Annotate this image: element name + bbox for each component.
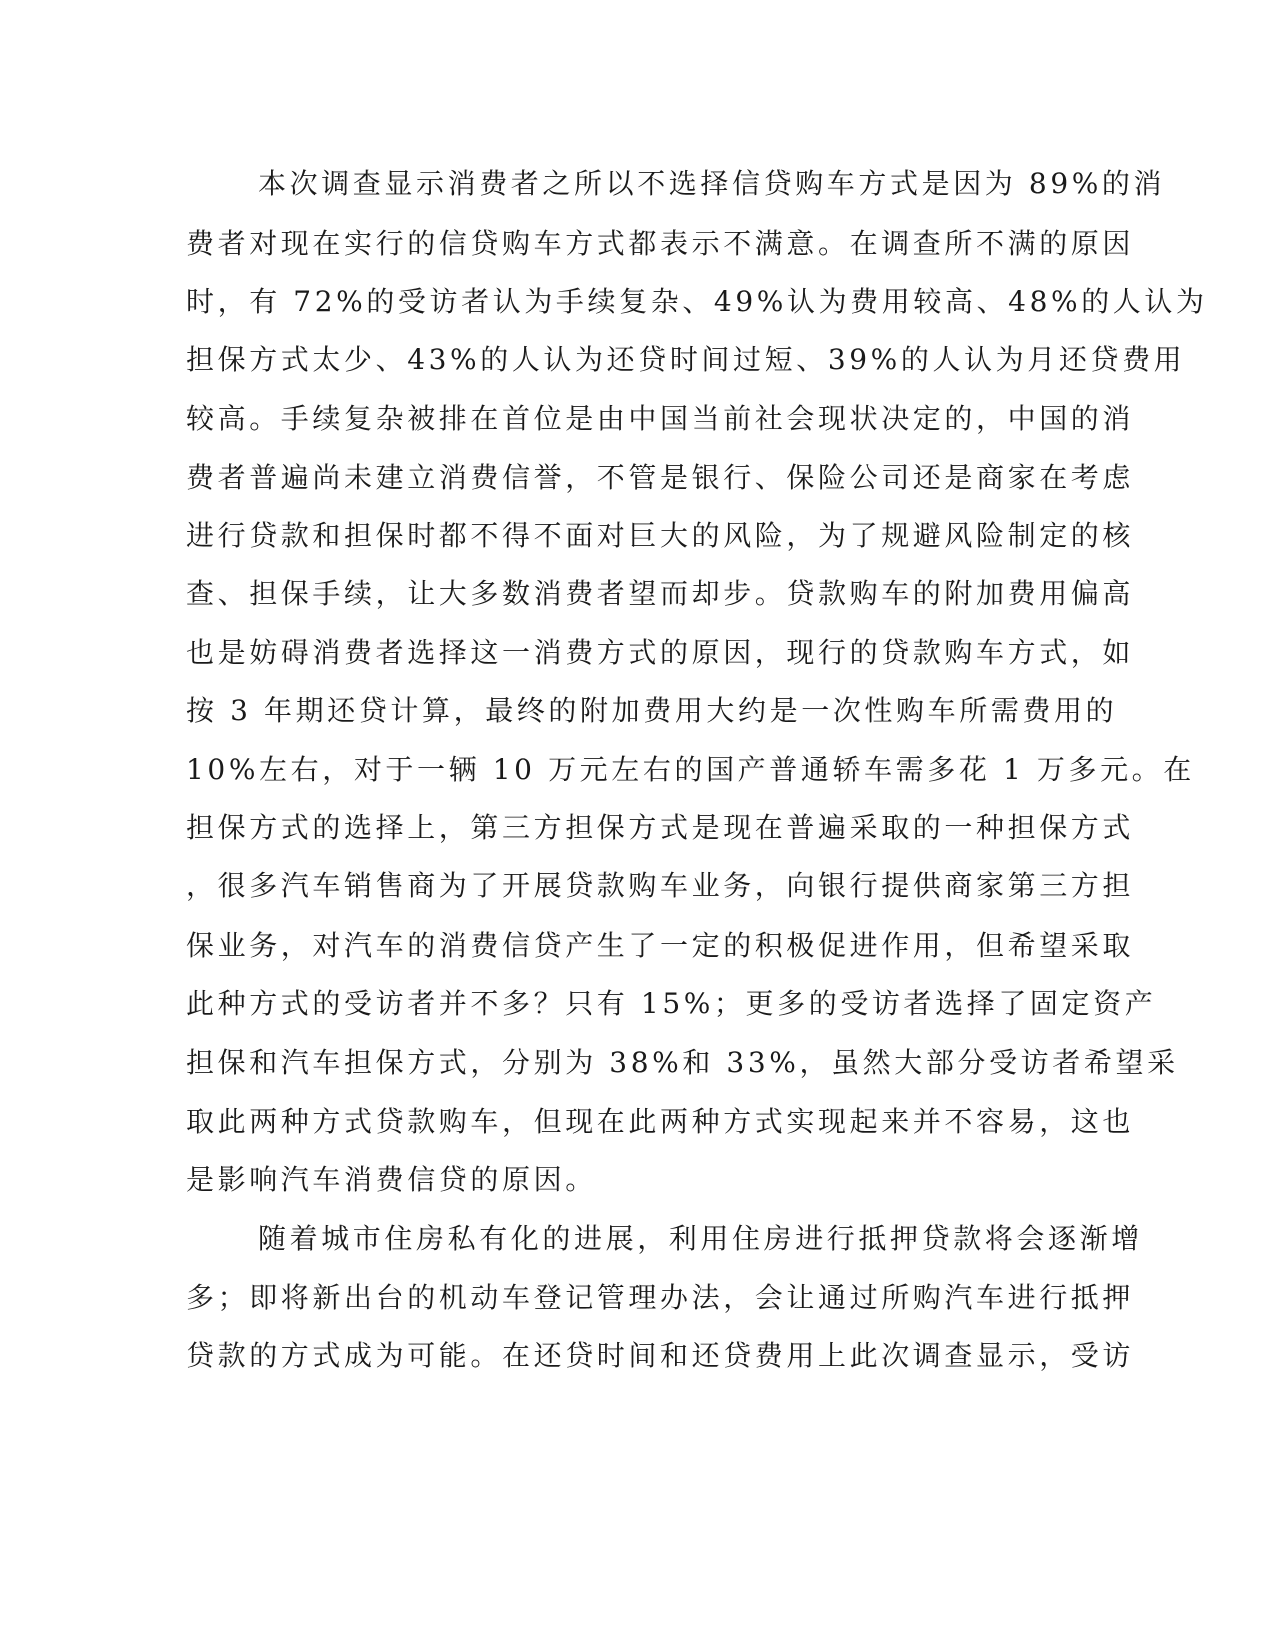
text-line: 多；即将新出台的机动车登记管理办法，会让通过所购汽车进行抵押 [186, 1281, 1135, 1314]
text-line: 也是妨碍消费者选择这一消费方式的原因，现行的贷款购车方式，如 [186, 636, 1135, 669]
text-line: 贷款的方式成为可能。在还贷时间和还贷费用上此次调查显示，受访 [186, 1339, 1135, 1372]
text-line: 此种方式的受访者并不多？只有 15%；更多的受访者选择了固定资产 [186, 987, 1157, 1020]
text-line: 担保和汽车担保方式，分别为 38%和 33%，虽然大部分受访者希望采 [186, 1046, 1179, 1079]
text-line: 较高。手续复杂被排在首位是由中国当前社会现状决定的，中国的消 [186, 402, 1135, 435]
text-line: 按 3 年期还贷计算，最终的附加费用大约是一次性购车所需费用的 [186, 694, 1118, 727]
text-line: 是影响汽车消费信贷的原因。 [186, 1163, 597, 1196]
text-line: ，很多汽车销售商为了开展贷款购车业务，向银行提供商家第三方担 [186, 869, 1135, 902]
text-line: 费者对现在实行的信贷购车方式都表示不满意。在调查所不满的原因 [186, 227, 1135, 260]
text-line: 10%左右，对于一辆 10 万元左右的国产普通轿车需多花 1 万多元。在 [186, 753, 1195, 786]
text-line: 担保方式太少、43%的人认为还贷时间过短、39%的人认为月还贷费用 [186, 343, 1186, 376]
text-line: 费者普遍尚未建立消费信誉，不管是银行、保险公司还是商家在考虑 [186, 461, 1135, 494]
text-line: 担保方式的选择上，第三方担保方式是现在普遍采取的一种担保方式 [186, 811, 1135, 844]
text-line: 查、担保手续，让大多数消费者望而却步。贷款购车的附加费用偏高 [186, 577, 1135, 610]
text-line: 时，有 72%的受访者认为手续复杂、49%认为费用较高、48%的人认为 [186, 285, 1208, 318]
text-line: 本次调查显示消费者之所以不选择信贷购车方式是因为 89%的消 [258, 167, 1166, 200]
text-line: 进行贷款和担保时都不得不面对巨大的风险，为了规避风险制定的核 [186, 519, 1135, 552]
text-line: 随着城市住房私有化的进展，利用住房进行抵押贷款将会逐渐增 [258, 1222, 1143, 1255]
text-line: 保业务，对汽车的消费信贷产生了一定的积极促进作用，但希望采取 [186, 929, 1135, 962]
text-line: 取此两种方式贷款购车，但现在此两种方式实现起来并不容易，这也 [186, 1105, 1135, 1138]
